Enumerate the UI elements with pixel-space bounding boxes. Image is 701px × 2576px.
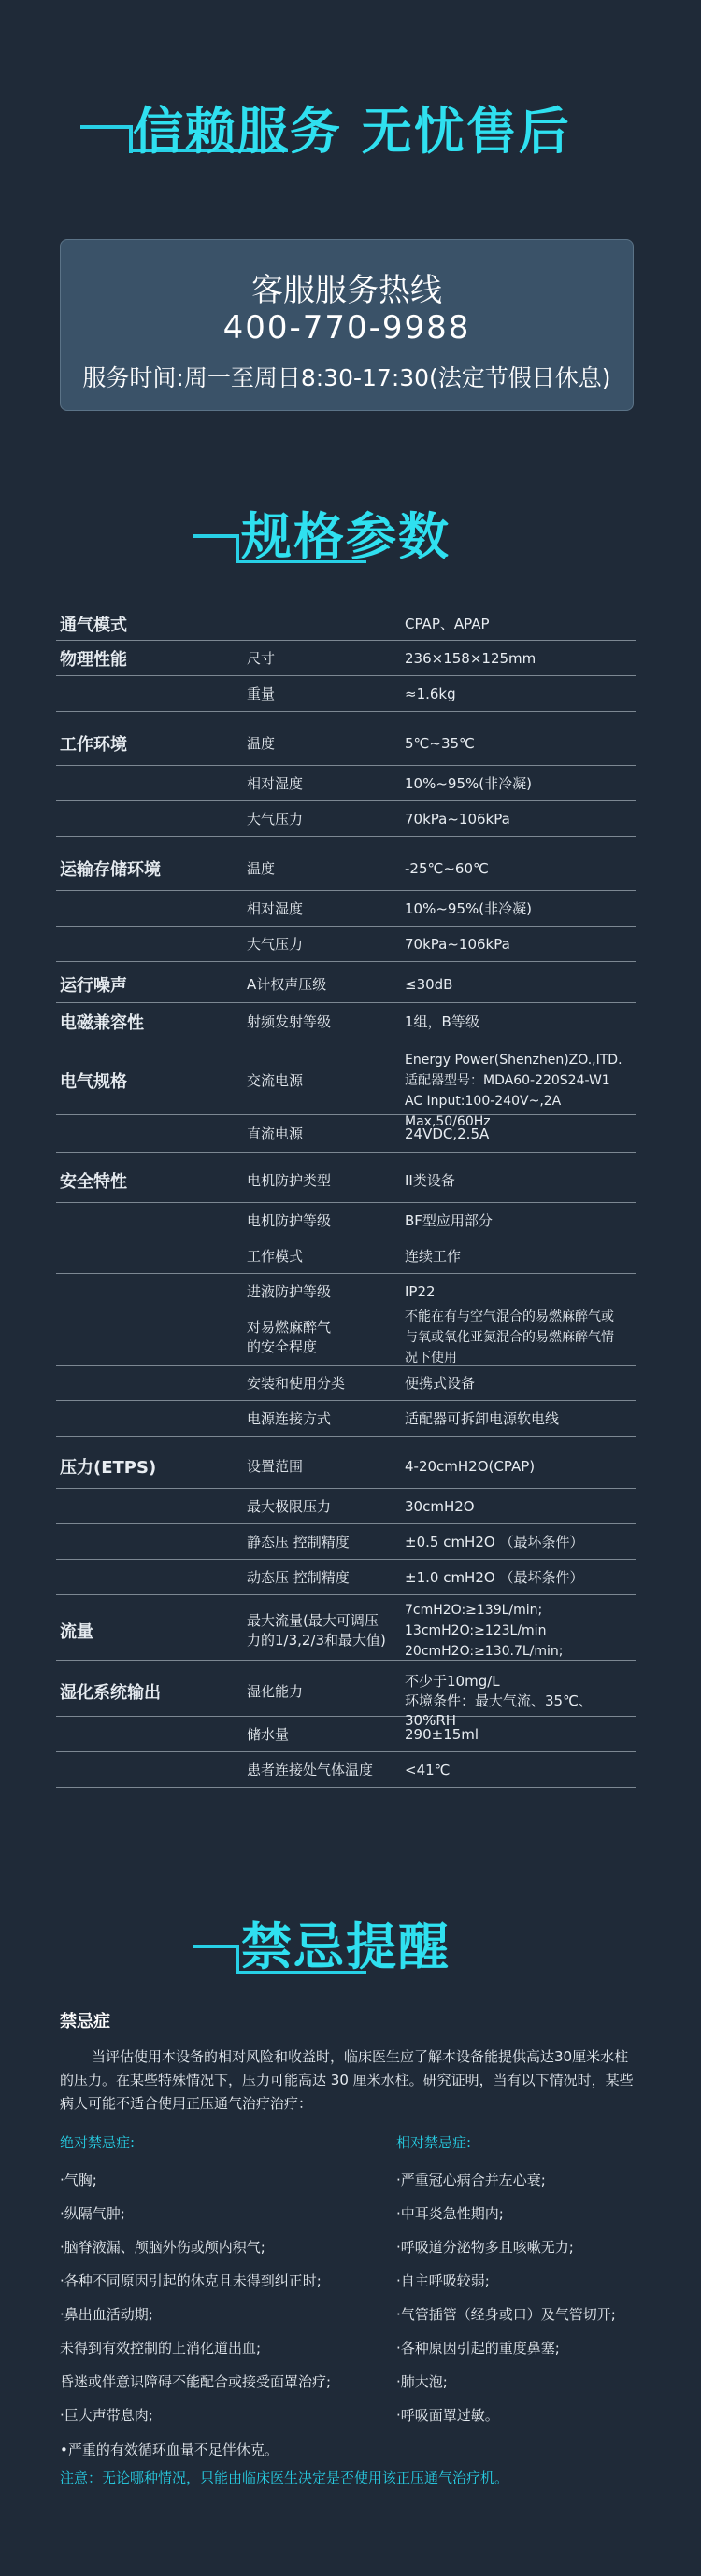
- spec-row: [56, 766, 636, 801]
- spec-row: [56, 1238, 636, 1274]
- spec-value-line: 便携式设备: [405, 1374, 476, 1392]
- spec-row: [56, 1158, 636, 1203]
- spec-parameter: 湿化能力: [247, 1682, 304, 1700]
- section-title-text: 规格参数: [241, 507, 451, 566]
- relative-contra-item: ·自主呼吸较弱;: [396, 2272, 490, 2289]
- absolute-contra-item: ·气胸;: [60, 2172, 97, 2188]
- relative-contra-item: ·中耳炎急性期内;: [396, 2205, 504, 2222]
- spec-value: [405, 685, 456, 704]
- spec-value: [405, 1497, 475, 1517]
- spec-value-line: 70kPa~106kPa: [405, 935, 510, 953]
- relative-contra-item: ·呼吸道分泌物多且咳嗽无力;: [396, 2239, 574, 2256]
- spec-value-line: 236×158×125mm: [405, 649, 536, 667]
- spec-value-line: 4-20cmH2O(CPAP): [405, 1457, 536, 1475]
- spec-parameter: 相对湿度: [247, 774, 304, 792]
- spec-row: [56, 721, 636, 766]
- spec-value-line: 70kPa~106kPa: [405, 810, 510, 828]
- spec-value-line: 适配器型号：MDA60-220S24-W1: [405, 1073, 610, 1088]
- spec-value-line: 10%~95%(非冷凝): [405, 774, 532, 792]
- spec-value-line: AC Input:100-240V~,2A Max,50/60Hz: [405, 1094, 562, 1129]
- spec-value-line: ±0.5 cmH2O （最坏条件）: [405, 1533, 584, 1550]
- spec-row: [56, 801, 636, 837]
- spec-value: [405, 859, 489, 879]
- spec-row: [56, 1366, 636, 1401]
- spec-row: [56, 1309, 636, 1366]
- relative-contra-heading: 相对禁忌症:: [396, 2134, 472, 2151]
- spec-value: [405, 1568, 583, 1588]
- spec-value-line: 10%~95%(非冷凝): [405, 899, 532, 917]
- spec-value-line: 不少于10mg/L: [405, 1673, 500, 1690]
- spec-row: [56, 676, 636, 712]
- spec-parameter: 大气压力: [247, 810, 304, 828]
- contra-note: 注意：无论哪种情况，只能由临床医生决定是否使用该正压通气治疗机。: [60, 2470, 509, 2486]
- spec-row: [56, 966, 636, 1003]
- spec-value-line: <41℃: [405, 1761, 451, 1778]
- section-title-text: 信赖服务 无忧售后: [133, 102, 571, 161]
- spec-parameter: 重量: [247, 685, 276, 702]
- spec-row: [56, 1666, 636, 1729]
- spec-row: [56, 1489, 636, 1524]
- spec-value: [405, 1012, 479, 1032]
- spec-row: [56, 1274, 636, 1309]
- spec-value: [405, 1725, 479, 1745]
- spec-value-line: 1组，B等级: [405, 1012, 479, 1030]
- spec-category: 工作环境: [60, 735, 127, 755]
- spec-value: [405, 1533, 583, 1552]
- spec-row: [56, 1401, 636, 1437]
- spec-value-line: II类设备: [405, 1171, 455, 1189]
- spec-value-line: 7cmH2O:≥139L/min;: [405, 1603, 543, 1618]
- relative-contra-item: ·肺大泡;: [396, 2373, 448, 2390]
- absolute-contra-item: ·鼻出血活动期;: [60, 2306, 153, 2323]
- spec-parameter: 大气压力: [247, 935, 304, 953]
- spec-row: [56, 927, 636, 962]
- spec-row: [56, 1203, 636, 1238]
- spec-category: 湿化系统输出: [60, 1683, 161, 1703]
- title-decoration: [193, 534, 239, 538]
- spec-parameter: 最大流量(最大可调压 力的1/3,2/3和最大值): [247, 1612, 386, 1649]
- spec-value-line: IP22: [405, 1282, 436, 1300]
- spec-row: [56, 641, 636, 676]
- hotline-number[interactable]: 400-770-9988: [222, 309, 471, 347]
- spec-category: 电磁兼容性: [60, 1013, 144, 1033]
- spec-value: [405, 1307, 614, 1368]
- spec-parameter: 电机防护等级: [247, 1211, 332, 1229]
- absolute-contra-item: 未得到有效控制的上消化道出血;: [60, 2340, 262, 2357]
- spec-row: [56, 607, 636, 641]
- spec-value: [405, 1247, 461, 1267]
- spec-row: [56, 1444, 636, 1489]
- spec-parameter: 工作模式: [247, 1247, 304, 1265]
- spec-category: 物理性能: [60, 650, 127, 670]
- spec-parameter: 温度: [247, 859, 276, 877]
- spec-row: [56, 1115, 636, 1153]
- title-decoration: [236, 1945, 239, 1973]
- spec-value: [405, 649, 536, 669]
- spec-value-line: 环境条件：最大气流、35℃、30%RH: [405, 1692, 593, 1729]
- spec-value-line: 连续工作: [405, 1247, 462, 1265]
- title-decoration: [80, 125, 133, 129]
- spec-value-line: ≈1.6kg: [405, 685, 456, 702]
- spec-value-line: 290±15ml: [405, 1725, 479, 1743]
- spec-parameter: 电机防护类型: [247, 1171, 332, 1189]
- spec-value-line: ±1.0 cmH2O （最坏条件）: [405, 1568, 584, 1586]
- relative-contra-item: ·呼吸面罩过敏。: [396, 2407, 499, 2424]
- spec-parameter: 相对湿度: [247, 899, 304, 917]
- spec-parameter: 设置范围: [247, 1457, 304, 1475]
- spec-category: 电气规格: [60, 1072, 127, 1092]
- contra-intro: 当评估使用本设备的相对风险和收益时，临床医生应了解本设备能提供高达30厘米水柱的压力。在某些特殊情况下，压力可能高达 30 厘米水柱。研究证明，当有以下情况时，某些病人可能不适合使用正压通气治疗治疗：: [60, 2048, 634, 2112]
- absolute-contra-item: ·巨大声带息肉;: [60, 2407, 153, 2424]
- spec-value: [405, 1409, 559, 1429]
- spec-value-line: 24VDC,2.5A: [405, 1125, 490, 1142]
- spec-value: [405, 774, 532, 794]
- spec-row: [56, 1752, 636, 1788]
- section-title-service: [0, 84, 701, 187]
- absolute-contra-item: ·纵隔气肿;: [60, 2205, 125, 2222]
- spec-value: [405, 1600, 564, 1662]
- spec-value: [405, 1211, 493, 1231]
- spec-value: [405, 734, 475, 754]
- section-title-specs: [0, 486, 701, 588]
- spec-category: 通气模式: [60, 616, 127, 635]
- spec-row: [56, 1601, 636, 1661]
- spec-category: 运行噪声: [60, 976, 127, 996]
- spec-value: [405, 615, 490, 634]
- spec-parameter: 直流电源: [247, 1125, 304, 1142]
- spec-parameter: 电源连接方式: [247, 1409, 332, 1427]
- spec-value-line: CPAP、APAP: [405, 615, 490, 632]
- spec-value-line: 适配器可拆卸电源软电线: [405, 1409, 560, 1427]
- spec-parameter: 温度: [247, 734, 276, 752]
- absolute-contra-item: ·脑脊液漏、颅脑外伤或颅内积气;: [60, 2239, 265, 2256]
- absolute-contra-heading: 绝对禁忌症:: [60, 2134, 136, 2151]
- spec-value: [405, 1171, 455, 1191]
- spec-parameter: 安装和使用分类: [247, 1374, 346, 1392]
- relative-contra-item: ·严重冠心病合并左心衰;: [396, 2172, 546, 2188]
- spec-row: [56, 1717, 636, 1752]
- spec-value: [405, 1374, 475, 1394]
- spec-value-line: 5℃~35℃: [405, 734, 475, 752]
- hotline-card: [60, 239, 634, 411]
- spec-parameter: 最大极限压力: [247, 1497, 332, 1515]
- spec-parameter: 对易燃麻醉气 的安全程度: [247, 1319, 332, 1355]
- spec-parameter: A计权声压级: [247, 975, 327, 993]
- section-title-contra: [0, 1896, 701, 1999]
- spec-value-line: Energy Power(Shenzhen)ZO.,ITD.: [405, 1053, 622, 1068]
- extra-item: •严重的有效循环血量不足伴休克。: [60, 2442, 279, 2458]
- spec-parameter: 交流电源: [247, 1071, 304, 1089]
- spec-value-line: -25℃~60℃: [405, 859, 489, 877]
- relative-contra-item: ·气管插管（经身或口）及气管切开;: [396, 2306, 616, 2323]
- spec-parameter: 静态压 控制精度: [247, 1533, 350, 1550]
- spec-value-line: BF型应用部分: [405, 1211, 493, 1229]
- title-decoration: [193, 1945, 239, 1948]
- spec-category: 安全特性: [60, 1172, 127, 1192]
- spec-value: [405, 1125, 489, 1144]
- spec-parameter: 患者连接处气体温度: [247, 1761, 374, 1778]
- spec-row: [56, 891, 636, 927]
- spec-value: [405, 810, 510, 829]
- hotline-label: 客服服务热线: [251, 272, 442, 309]
- spec-table: [56, 607, 636, 1788]
- absolute-contra-item: ·各种不同原因引起的休克且未得到纠正时;: [60, 2272, 322, 2289]
- spec-parameter: 射频发射等级: [247, 1012, 332, 1030]
- spec-parameter: 尺寸: [247, 649, 276, 667]
- spec-value: [405, 935, 510, 955]
- spec-value-line: 30cmH2O: [405, 1497, 475, 1515]
- spec-value-line: ≤30dB: [405, 975, 453, 993]
- spec-value: [405, 1761, 451, 1780]
- spec-category: 流量: [60, 1622, 93, 1642]
- spec-row: [56, 1560, 636, 1595]
- spec-parameter: 进液防护等级: [247, 1282, 332, 1300]
- section-title-text: 禁忌提醒: [241, 1918, 451, 1976]
- spec-value-line: 况下使用: [405, 1351, 457, 1366]
- contra-heading: 禁忌症: [60, 2012, 110, 2031]
- spec-value-line: 不能在有与空气混合的易燃麻醉气或: [405, 1309, 614, 1324]
- spec-value: [405, 899, 532, 919]
- spec-value-line: 20cmH2O:≥130.7L/min;: [405, 1644, 564, 1659]
- spec-row: [56, 846, 636, 891]
- spec-parameter: 储水量: [247, 1725, 290, 1743]
- contraindications: [60, 2008, 639, 2497]
- spec-value: [405, 1282, 436, 1302]
- spec-row: [56, 1003, 636, 1040]
- spec-value: [405, 1457, 535, 1477]
- spec-value: [405, 975, 452, 995]
- spec-parameter: 动态压 控制精度: [247, 1568, 350, 1586]
- title-decoration: [236, 534, 239, 562]
- service-hours: 服务时间:周一至周日8:30-17:30(法定节假日休息): [82, 364, 611, 391]
- spec-category: 运输存储环境: [60, 860, 161, 880]
- spec-row: [56, 1046, 636, 1129]
- spec-row: [56, 1524, 636, 1560]
- relative-contra-item: ·各种原因引起的重度鼻塞;: [396, 2340, 560, 2357]
- absolute-contra-item: 昏迷或伴意识障碍不能配合或接受面罩治疗;: [60, 2373, 332, 2390]
- spec-value-line: 与氧或氧化亚氮混合的易燃麻醉气情: [405, 1330, 614, 1345]
- spec-value-line: 13cmH2O:≥123L/min: [405, 1623, 547, 1638]
- spec-category: 压力(ETPS): [60, 1458, 157, 1478]
